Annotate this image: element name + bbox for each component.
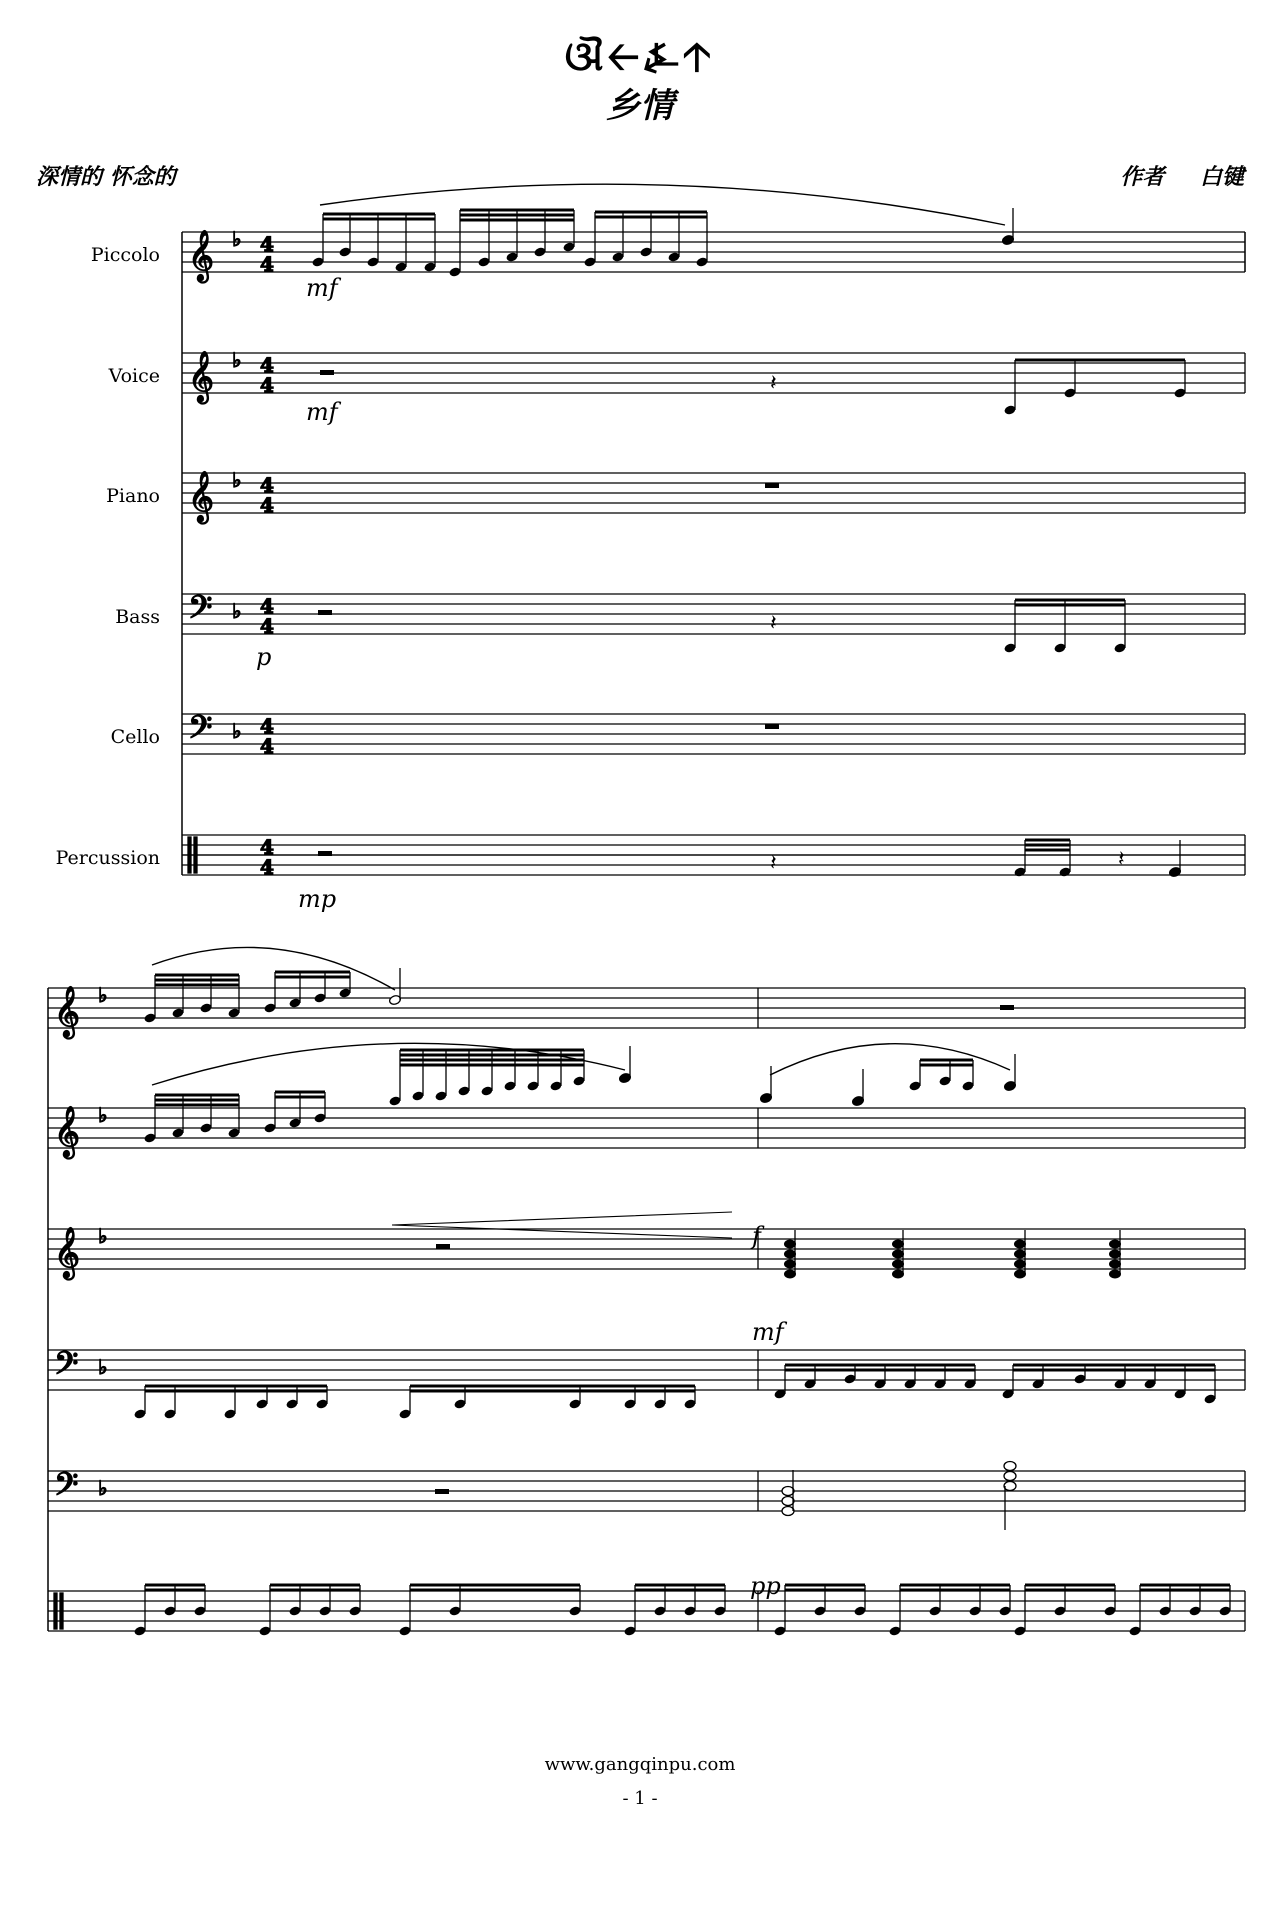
- crescendo-hairpin: [392, 1212, 732, 1238]
- slur: [770, 1044, 1010, 1075]
- dynamic-marking: pp: [750, 1572, 781, 1600]
- chord-note: [892, 1270, 904, 1279]
- percussion-clef: [60, 1593, 63, 1629]
- percussion-clef: [54, 1593, 57, 1629]
- time-signature-top: 4: [260, 835, 274, 859]
- staff: [48, 1471, 1245, 1511]
- instrument-label-bass: Bass: [115, 606, 160, 628]
- time-signature-top: 4: [260, 232, 274, 256]
- dynamic-marking: p: [256, 643, 272, 671]
- half-rest: [1000, 1005, 1014, 1010]
- clef: 𝄢: [54, 1345, 79, 1389]
- flat-accidental: ♭: [98, 983, 108, 1007]
- time-signature-bottom: 4: [260, 855, 274, 879]
- dynamic-marking: mp: [298, 885, 337, 913]
- page-number: - 1 -: [622, 1788, 658, 1809]
- chord-note: [1014, 1240, 1026, 1249]
- instrument-label-piano: Piano: [106, 485, 160, 507]
- flat-accidental: ♭: [98, 1224, 108, 1248]
- half-rest: [765, 483, 779, 488]
- time-signature-bottom: 4: [260, 734, 274, 758]
- cello-chord-note: [782, 1497, 794, 1506]
- time-signature-bottom: 4: [260, 373, 274, 397]
- chord-note: [1014, 1270, 1026, 1279]
- dynamic-marking: mf: [752, 1318, 784, 1346]
- chord-note: [1014, 1250, 1026, 1259]
- clef: 𝄢: [188, 589, 213, 633]
- half-rest: [320, 370, 334, 375]
- dynamic-marking: f: [752, 1222, 761, 1250]
- half-rest: [765, 724, 779, 729]
- quarter-rest: 𝄽: [1118, 847, 1125, 872]
- clef: 𝄢: [188, 709, 213, 753]
- instrument-label-piccolo: Piccolo: [90, 244, 160, 266]
- flat-accidental: ♭: [98, 1476, 108, 1500]
- clef: 𝄞: [188, 230, 215, 281]
- time-signature-top: 4: [260, 594, 274, 618]
- dynamic-marking: mf: [306, 398, 338, 426]
- chord-note: [784, 1240, 796, 1249]
- staff: [182, 473, 1245, 513]
- time-signature-bottom: 4: [260, 252, 274, 276]
- half-rest: [318, 851, 332, 856]
- chord-note: [892, 1240, 904, 1249]
- instrument-label-cello: Cello: [110, 726, 160, 748]
- clef: 𝄢: [54, 1466, 79, 1510]
- half-rest: [435, 1489, 449, 1494]
- chord-note: [784, 1260, 796, 1269]
- composer-credit: 作者 白键: [1120, 165, 1244, 190]
- flat-accidental: ♭: [232, 348, 242, 372]
- flat-accidental: ♭: [232, 468, 242, 492]
- chord-note: [1109, 1250, 1121, 1259]
- chord-note: [784, 1250, 796, 1259]
- chord-note: [892, 1250, 904, 1259]
- half-rest: [436, 1244, 450, 1249]
- cello-chord-note: [1004, 1482, 1016, 1491]
- staff: [182, 835, 1245, 875]
- instrument-label-percussion: Percussion: [55, 847, 160, 869]
- quarter-rest: 𝄽: [770, 371, 777, 396]
- chord-note: [892, 1260, 904, 1269]
- clef: 𝄞: [188, 471, 215, 522]
- cello-chord-note: [782, 1487, 794, 1496]
- website-footer: www.gangqinpu.com: [544, 1754, 736, 1775]
- cello-chord-note: [1004, 1462, 1016, 1471]
- half-rest: [318, 610, 332, 615]
- cello-chord-note: [782, 1507, 794, 1516]
- flat-accidental: ♭: [98, 1355, 108, 1379]
- staff: [48, 1108, 1245, 1148]
- time-signature-top: 4: [260, 473, 274, 497]
- instrument-label-voice: Voice: [108, 365, 160, 387]
- quarter-rest: 𝄽: [770, 851, 777, 876]
- time-signature-bottom: 4: [260, 493, 274, 517]
- staff: [182, 714, 1245, 754]
- cello-chord-note: [1004, 1472, 1016, 1481]
- expression-marking: 深情的 怀念的: [36, 165, 176, 190]
- time-signature-top: 4: [260, 353, 274, 377]
- chord-note: [1014, 1260, 1026, 1269]
- staff: [48, 988, 1245, 1028]
- staves: [48, 227, 1245, 1631]
- flat-accidental: ♭: [232, 599, 242, 623]
- chord-note: [1109, 1270, 1121, 1279]
- quarter-rest: 𝄽: [770, 611, 777, 636]
- clef: 𝄞: [54, 1227, 81, 1278]
- time-signature-top: 4: [260, 714, 274, 738]
- clef: 𝄞: [54, 986, 81, 1037]
- flat-accidental: ♭: [98, 1103, 108, 1127]
- time-signature-bottom: 4: [260, 614, 274, 638]
- chord-note: [1109, 1240, 1121, 1249]
- percussion-clef: [194, 837, 197, 873]
- dynamic-marking: mf: [306, 274, 338, 302]
- chord-note: [784, 1270, 796, 1279]
- title-symbols: ଔ🡠⍼🡡: [564, 34, 716, 80]
- clef: 𝄞: [54, 1106, 81, 1157]
- chord-note: [1109, 1260, 1121, 1269]
- clef: 𝄞: [188, 351, 215, 402]
- flat-accidental: ♭: [232, 227, 242, 251]
- flat-accidental: ♭: [232, 719, 242, 743]
- percussion-clef: [188, 837, 191, 873]
- page-title: 乡情: [606, 86, 674, 126]
